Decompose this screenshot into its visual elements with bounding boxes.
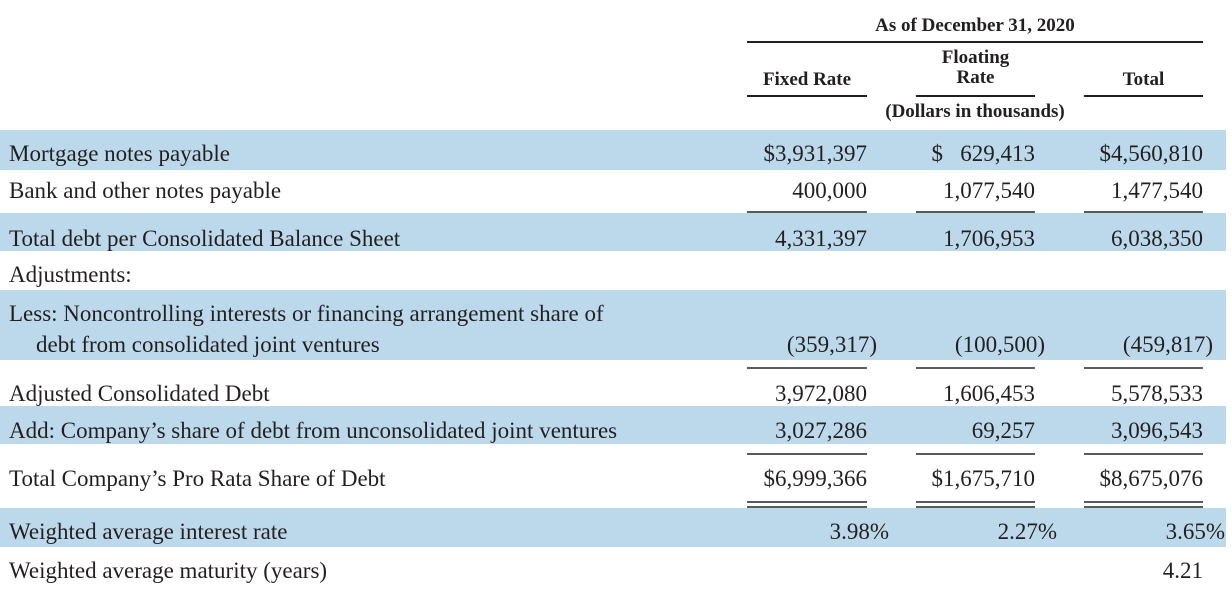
subtotal-rule [1084, 453, 1203, 455]
header-rule [747, 41, 1203, 43]
cell-fixed: 3,972,080 [775, 381, 867, 406]
cell-total: (459,817) [1122, 332, 1213, 357]
subtotal-rule [916, 367, 1035, 369]
row-label: Less: Noncontrolling interests or financing arrangement share of [9, 301, 604, 326]
row-label: Mortgage notes payable [9, 141, 230, 166]
cell-fixed: 400,000 [792, 178, 867, 203]
total-double-rule [747, 501, 867, 503]
cell-fixed: (359,317) [786, 332, 877, 357]
row-label: Total Company’s Pro Rata Share of Debt [9, 466, 386, 491]
units-note: (Dollars in thousands) [885, 101, 1065, 122]
row-label: Bank and other notes payable [9, 178, 282, 203]
cell-total: 4.21 [1162, 558, 1203, 583]
cell-total: 6,038,350 [1111, 226, 1203, 251]
cell-total: 3.65% [1165, 519, 1225, 544]
cell-floating: 1,706,953 [943, 226, 1035, 251]
cell-total: 1,477,540 [1111, 178, 1203, 203]
cell-total: $4,560,810 [1099, 141, 1203, 166]
cell-floating: 1,077,540 [943, 178, 1035, 203]
col-rule [1084, 95, 1203, 97]
cell-total: 5,578,533 [1111, 381, 1203, 406]
cell-fixed: $3,931,397 [763, 141, 867, 166]
subtotal-rule [747, 211, 867, 213]
row-label: Total debt per Consolidated Balance Sheet [9, 226, 401, 251]
total-double-rule [747, 506, 867, 508]
total-double-rule [1084, 506, 1203, 508]
total-double-rule [916, 501, 1035, 503]
cell-fixed: $6,999,366 [763, 466, 867, 491]
row-label: Weighted average maturity (years) [9, 558, 328, 583]
cell-floating: 1,606,453 [943, 381, 1035, 406]
col-header-floating-2: Rate [956, 67, 995, 88]
total-double-rule [916, 506, 1035, 508]
row-label: Adjusted Consolidated Debt [9, 381, 270, 406]
cell-fixed: 3,027,286 [775, 418, 867, 443]
row-label: Add: Company’s share of debt from unconsolidated joint ventures [9, 418, 618, 443]
subtotal-rule [916, 453, 1035, 455]
cell-floating: 69,257 [971, 418, 1035, 443]
cell-total: 3,096,543 [1111, 418, 1203, 443]
cell-fixed: 4,331,397 [775, 226, 867, 251]
row-label: Adjustments: [9, 262, 132, 287]
col-header-fixed: Fixed Rate [762, 69, 852, 90]
cell-floating: $ 629,413 [931, 141, 1035, 166]
subtotal-rule [916, 211, 1035, 213]
subtotal-rule [747, 453, 867, 455]
cell-fixed: 3.98% [829, 519, 889, 544]
period-header: As of December 31, 2020 [875, 15, 1075, 36]
col-header-total: Total [1122, 69, 1165, 90]
col-header-floating-1: Floating [941, 47, 1010, 68]
subtotal-rule [747, 367, 867, 369]
subtotal-rule [1084, 211, 1203, 213]
subtotal-rule [1084, 367, 1203, 369]
row-label: Weighted average interest rate [9, 519, 288, 544]
col-rule [916, 95, 1035, 97]
cell-total: $8,675,076 [1099, 466, 1203, 491]
col-rule [747, 95, 867, 97]
cell-floating: (100,500) [954, 332, 1045, 357]
row-label-continued: debt from consolidated joint ventures [36, 332, 380, 357]
cell-floating: $1,675,710 [931, 466, 1035, 491]
total-double-rule [1084, 501, 1203, 503]
cell-floating: 2.27% [997, 519, 1057, 544]
